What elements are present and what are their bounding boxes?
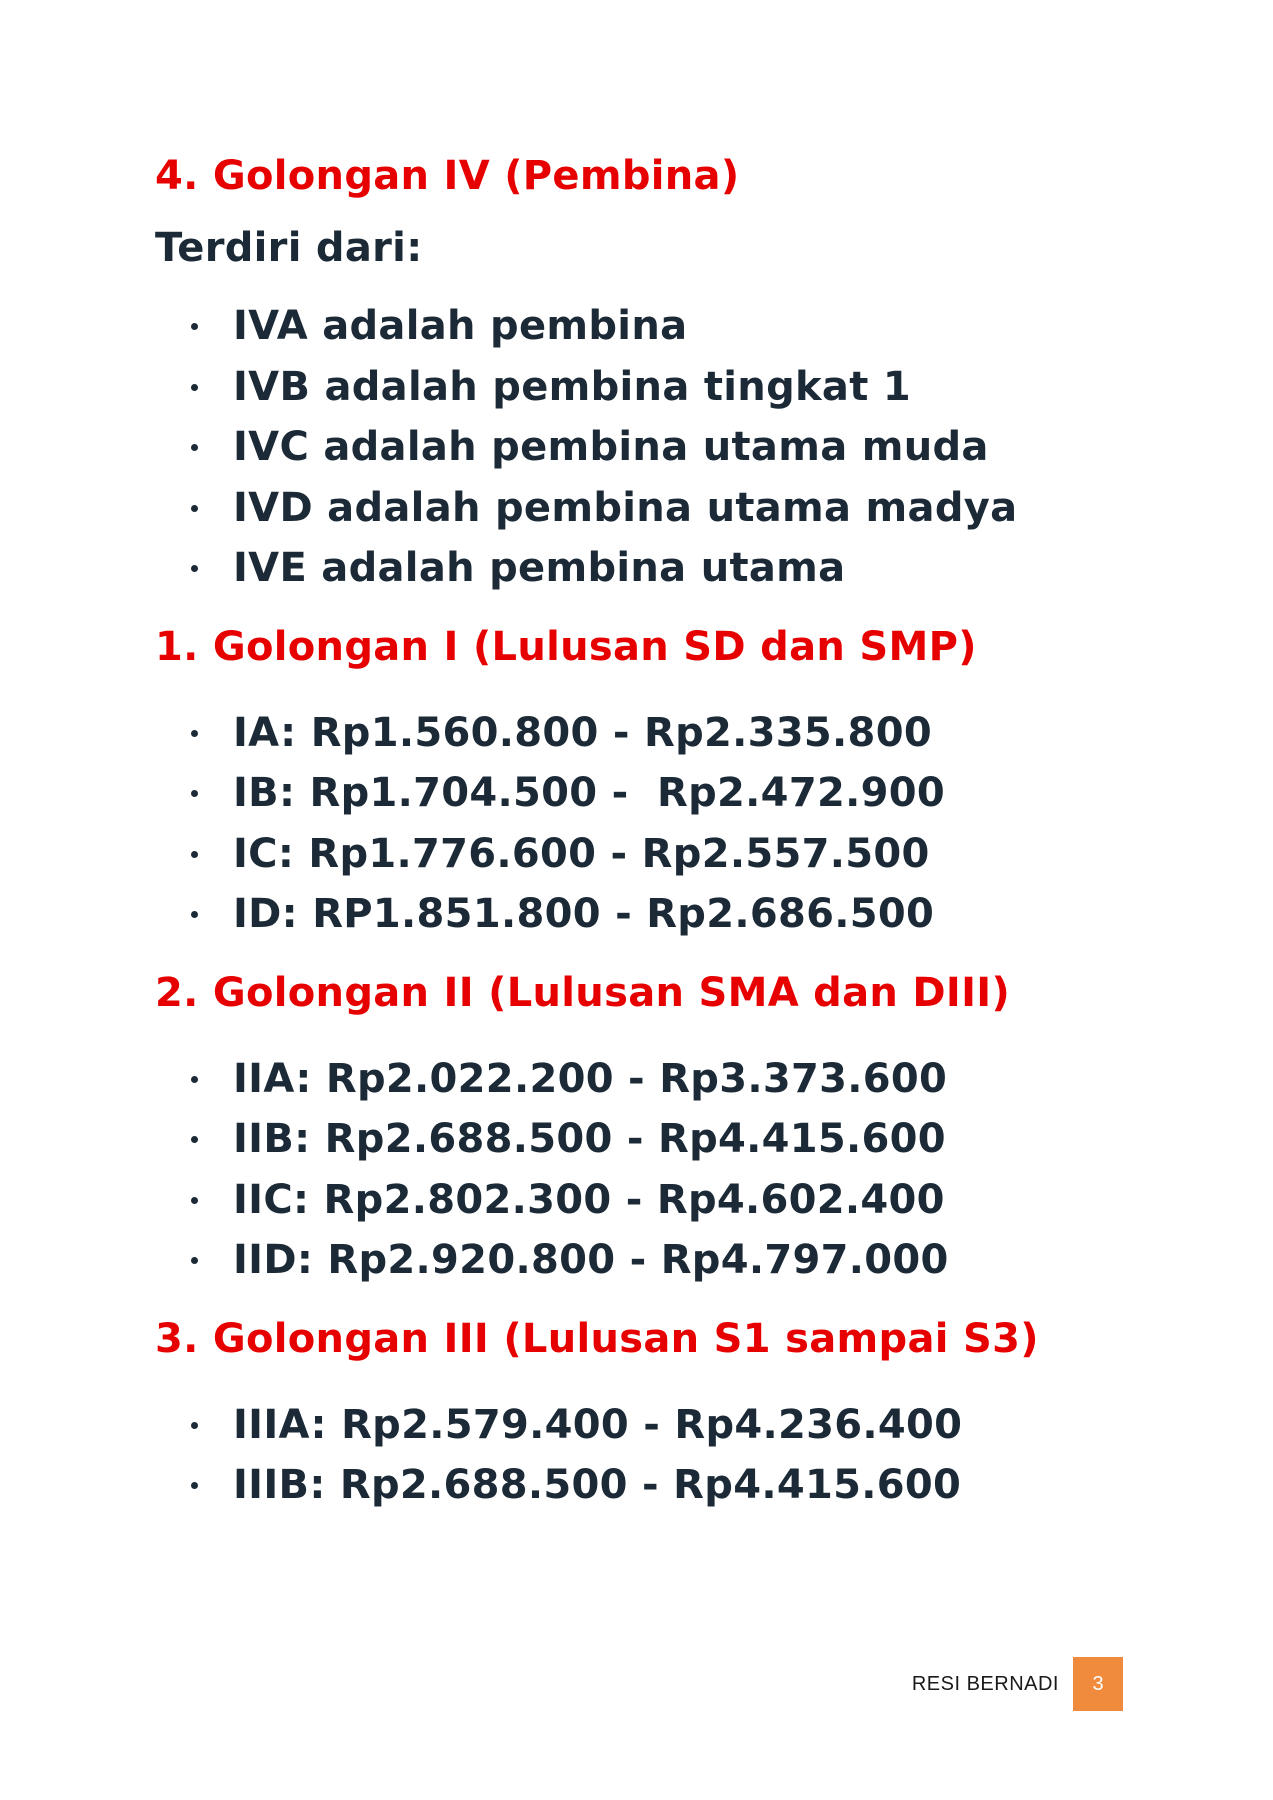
bullet-icon (191, 384, 198, 391)
list-item: IVB adalah pembina tingkat 1 (233, 357, 1155, 418)
item-list (155, 296, 1155, 599)
section-golongan-iv (155, 150, 1155, 599)
list-item: IIC: Rp2.802.300 - Rp4.602.400 (233, 1170, 1155, 1231)
bullet-icon (191, 444, 198, 451)
bullet-icon (191, 1422, 198, 1429)
list-item: IIB: Rp2.688.500 - Rp4.415.600 (233, 1109, 1155, 1170)
section-heading: 3. Golongan III (Lulusan S1 sampai S3) (155, 1315, 1039, 1362)
section-golongan-iii (155, 1313, 1155, 1516)
list-item: IVD adalah pembina utama madya (233, 478, 1155, 539)
bullet-icon (191, 851, 198, 858)
page-number-badge: 3 (1073, 1657, 1123, 1711)
list-item: IVC adalah pembina utama muda (233, 417, 1155, 478)
bullet-icon (191, 1197, 198, 1204)
list-item: IB: Rp1.704.500 - Rp2.472.900 (233, 763, 1155, 824)
list-item: IIA: Rp2.022.200 - Rp3.373.600 (233, 1049, 1155, 1110)
list-item: ID: RP1.851.800 - Rp2.686.500 (233, 884, 1155, 945)
item-list (155, 1395, 1155, 1516)
bullet-icon (191, 1482, 198, 1489)
bullet-icon (191, 323, 198, 330)
bullet-icon (191, 565, 198, 572)
section-golongan-ii (155, 967, 1155, 1291)
item-list (155, 703, 1155, 945)
bullet-icon (191, 1076, 198, 1083)
section-subheading: Terdiri dari: (155, 225, 423, 271)
bullet-icon (191, 730, 198, 737)
section-heading: 1. Golongan I (Lulusan SD dan SMP) (155, 623, 977, 670)
section-golongan-i (155, 621, 1155, 945)
bullet-icon (191, 1136, 198, 1143)
bullet-icon (191, 911, 198, 918)
bullet-icon (191, 505, 198, 512)
page-footer (912, 1657, 1123, 1711)
list-item: IIIB: Rp2.688.500 - Rp4.415.600 (233, 1455, 1155, 1516)
list-item: IVA adalah pembina (233, 296, 1155, 357)
footer-author: RESI BERNADI (911, 1672, 1059, 1695)
item-list (155, 1049, 1155, 1291)
list-item: IVE adalah pembina utama (233, 538, 1155, 599)
bullet-icon (191, 1257, 198, 1264)
bullet-icon (191, 790, 198, 797)
list-item: IID: Rp2.920.800 - Rp4.797.000 (233, 1230, 1155, 1291)
list-item: IA: Rp1.560.800 - Rp2.335.800 (233, 703, 1155, 764)
section-heading: 2. Golongan II (Lulusan SMA dan DIII) (155, 969, 1011, 1016)
list-item: IIIA: Rp2.579.400 - Rp4.236.400 (233, 1395, 1155, 1456)
document-body (155, 150, 1155, 1516)
section-heading: 4. Golongan IV (Pembina) (155, 153, 740, 199)
list-item: IC: Rp1.776.600 - Rp2.557.500 (233, 824, 1155, 885)
